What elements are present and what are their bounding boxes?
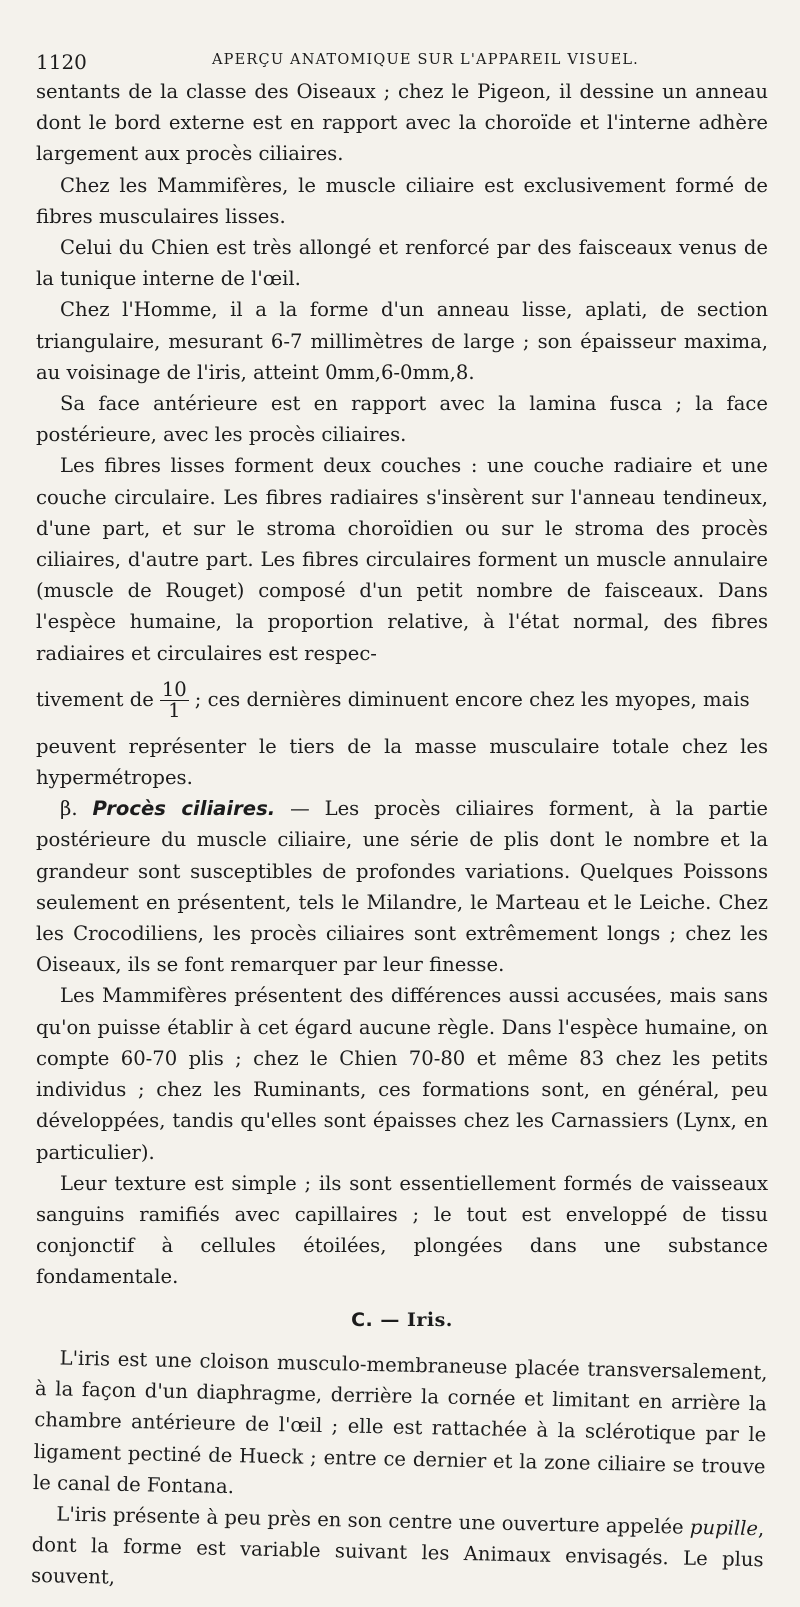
paragraph-face-anterieure: Sa face antérieure est en rapport avec la lamina fusca ; la face postérieure, avec les procès ciliaires. bbox=[36, 392, 768, 447]
page-body bbox=[30, 76, 768, 1591]
subsection-text: — Les procès ciliaires forment, à la partie postérieure du muscle ciliaire, une série de plis dont le nombre et la grandeur sont susceptibles de profondes variations. Quelques Poissons seulement en présentent, tels le Milandre, le Marteau et le Leiche. Chez les Crocodiliens, les procès ciliaires sont extrêmement longs ; chez les Oiseaux, ils se font remarquer par leur finesse. bbox=[36, 797, 768, 977]
subsection-title: Procès ciliaires. bbox=[92, 797, 276, 821]
pupille-lead-text: L'iris présente à peu près en son centre une ouverture appelée bbox=[56, 1502, 684, 1539]
fraction-numerator: 10 bbox=[161, 677, 187, 701]
paragraph-mammiferes: Chez les Mammifères, le muscle ciliaire est exclusivement formé de fibres musculaires lisses. bbox=[36, 173, 768, 228]
paragraph-fraction-line bbox=[36, 669, 768, 731]
iris-text-block bbox=[31, 1342, 768, 1607]
fraction-trail-text: ; ces dernières diminuent encore chez les myopes, mais bbox=[194, 687, 750, 711]
paragraph-hypermetropes: peuvent représenter le tiers de la masse musculaire totale chez les hypermétropes. bbox=[36, 734, 768, 790]
section-title: Iris. bbox=[406, 1308, 453, 1331]
section-dash: — bbox=[380, 1308, 400, 1331]
paragraph-iris-pupille bbox=[31, 1498, 765, 1607]
paragraph-fibres-lisses: Les fibres lisses forment deux couches : une couche radiaire et une couche circulaire. Les fibres radiaires s'insèrent sur l'anneau tendineux, d'une part, et sur le stroma choroïdien ou sur le stroma des procès ciliaires, d'autre part. Les fibres circulaires forment un muscle annulaire (muscle de Rouget) composé d'un petit nombre de faisceaux. Dans l'espèce humaine, la proportion relative, à l'état normal, des fibres radiaires et circulaires est respec- bbox=[36, 454, 768, 665]
paragraph-chien: Celui du Chien est très allongé et renforcé par des faisceaux venus de la tunique interne de l'œil. bbox=[36, 236, 768, 291]
running-head: APERÇU ANATOMIQUE SUR L'APPAREIL VISUEL. bbox=[212, 52, 639, 68]
page-header bbox=[36, 44, 762, 74]
section-marker: C. bbox=[351, 1308, 374, 1331]
paragraph-texture: Leur texture est simple ; ils sont essentiellement formés de vaisseaux sanguins ramifiés avec capillaires ; le tout est enveloppé de tissu conjonctif à cellules étoilées, plongées dans une substance fondamentale. bbox=[36, 1171, 768, 1289]
pupille-term: pupille bbox=[689, 1515, 759, 1540]
pupille-trail-text: , dont la forme est variable suivant les Animaux envisagés. Le plus souvent, bbox=[30, 1516, 765, 1589]
subsection-marker: β. bbox=[60, 797, 78, 821]
paragraph-iris-definition: L'iris est une cloison musculo-membraneuse placée transversalement, à la façon d'un diaphragme, derrière la cornée et limitant en arrière la chambre antérieure de l'œil ; elle est rattachée à la sclérotique par le ligament pectiné de Hueck ; entre ce dernier et la zone ciliaire se trouve le canal de Fontana. bbox=[32, 1346, 768, 1498]
page-number: 1120 bbox=[36, 50, 87, 74]
fraction-lead-text: tivement de bbox=[36, 687, 154, 711]
paragraph-proces-ciliaires bbox=[36, 793, 768, 980]
fraction bbox=[160, 677, 189, 722]
paragraph-continuation: sentants de la classe des Oiseaux ; chez le Pigeon, il dessine un anneau dont le bord externe est en rapport avec la choroïde et l'interne adhère largement aux procès ciliaires. bbox=[36, 80, 768, 166]
paragraph-mammiferes-differences: Les Mammifères présentent des différences aussi accusées, mais sans qu'on puisse établir à cet égard aucune règle. Dans l'espèce humaine, on compte 60-70 plis ; chez le Chien 70-80 et même 83 chez les petits individus ; chez les Ruminants, ces formations sont, en général, peu développées, tandis qu'elles sont épaisses chez les Carnassiers (Lynx, en particulier). bbox=[36, 984, 768, 1164]
section-heading-iris bbox=[36, 1305, 768, 1336]
paragraph-homme: Chez l'Homme, il a la forme d'un anneau lisse, aplati, de section triangulaire, mesurant 6-7 millimètres de large ; son épaisseur maxima, au voisinage de l'iris, atteint 0mm,6-0mm,8. bbox=[36, 298, 768, 384]
fraction-denominator: 1 bbox=[168, 698, 181, 722]
